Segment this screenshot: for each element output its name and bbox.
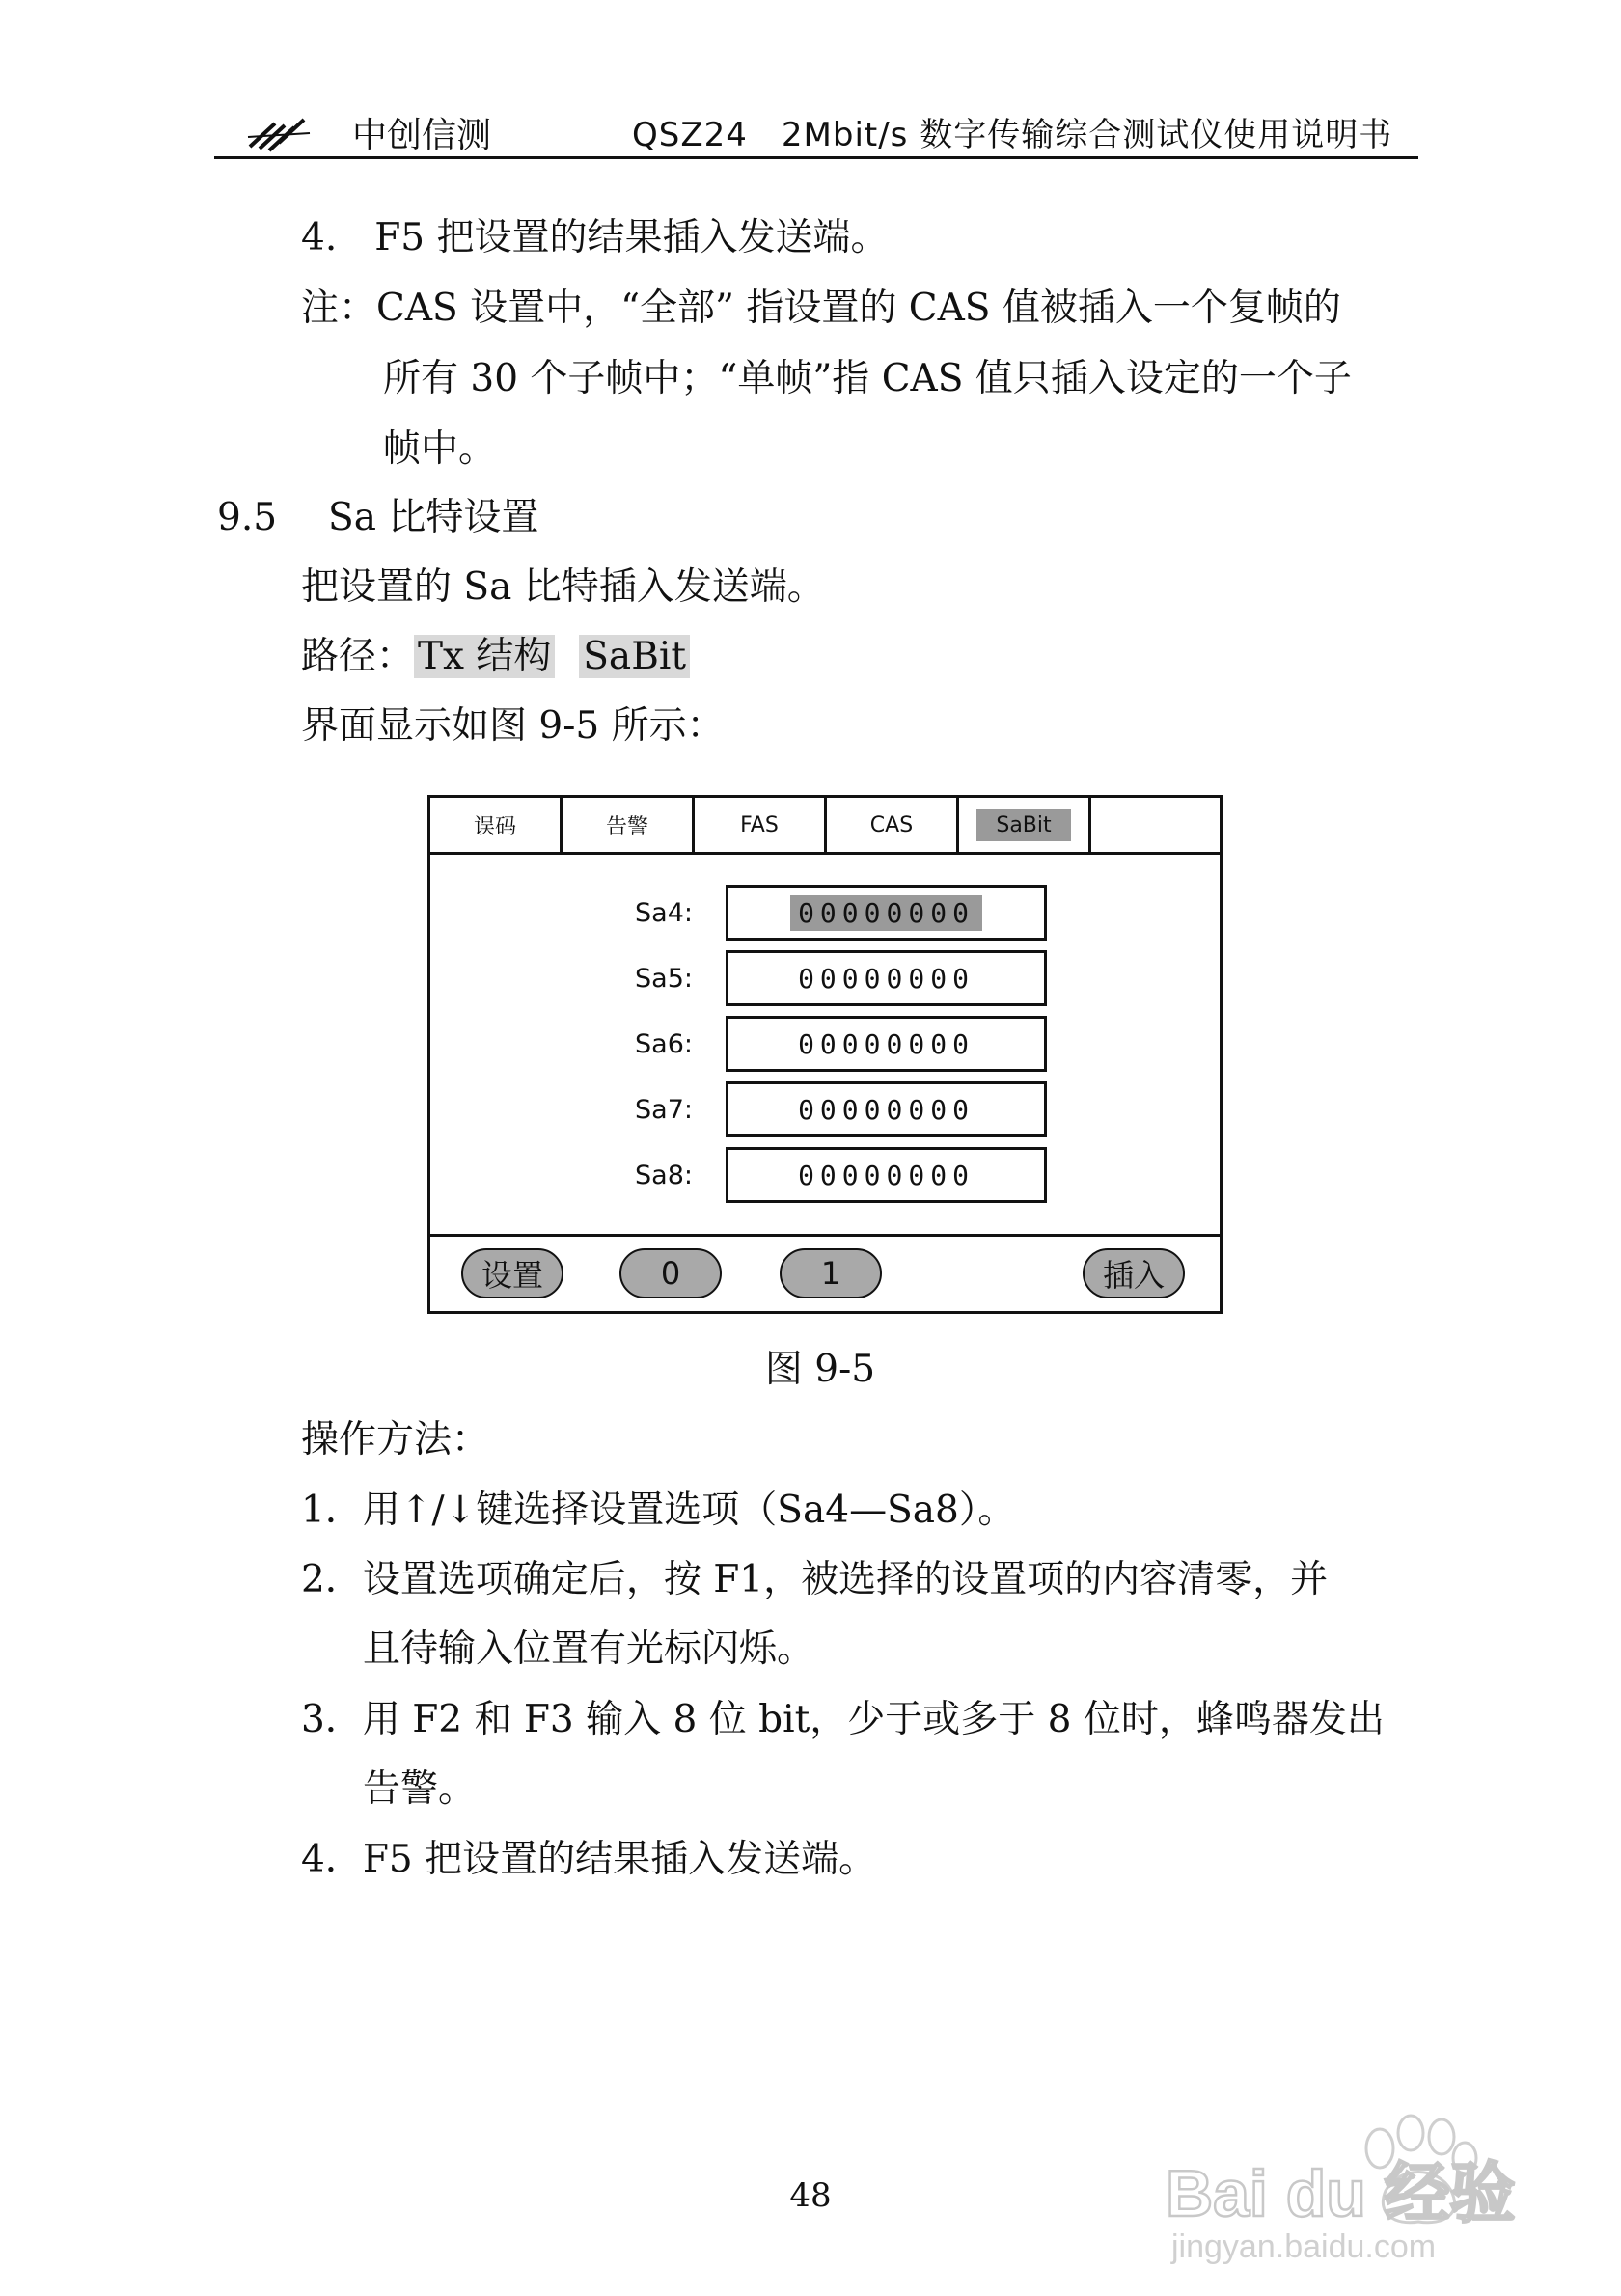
sa6-row	[430, 1016, 1220, 1074]
note-line-3: 帧中。	[383, 427, 497, 471]
sa4-label: Sa4:	[635, 898, 693, 928]
tab-bit-error[interactable]: 误码	[430, 798, 563, 852]
sa6-value: 00000000	[798, 1027, 975, 1060]
section-desc: 把设置的 Sa 比特插入发送端。	[301, 565, 825, 609]
note-line-2: 所有 30 个子帧中；“单帧”指 CAS 值只插入设定的一个子	[383, 357, 1352, 400]
sa7-value: 00000000	[798, 1093, 975, 1126]
op-step-2-line-1: 2．设置选项确定后，按 F1，被选择的设置项的内容清零，并	[301, 1558, 1329, 1601]
operation-heading: 操作方法：	[301, 1418, 490, 1462]
tab-empty	[1091, 798, 1220, 852]
sa8-value: 00000000	[798, 1159, 975, 1191]
header-rule	[214, 156, 1418, 159]
path-sabit: SaBit	[579, 635, 690, 678]
tab-bar	[430, 798, 1220, 855]
tab-fas[interactable]: FAS	[695, 798, 827, 852]
sa6-field[interactable]	[726, 1016, 1047, 1072]
header-title: QSZ24 2Mbit/s 数字传输综合测试仪使用说明书	[632, 116, 1393, 154]
insert-button[interactable]: 插入	[1083, 1248, 1185, 1298]
sa8-row	[430, 1147, 1220, 1205]
sa4-value: 00000000	[790, 895, 982, 931]
watermark-url: jingyan.baidu.com	[1171, 2228, 1437, 2265]
tab-sabit-label: SaBit	[976, 809, 1070, 841]
figure-caption: 图 9-5	[764, 1348, 876, 1391]
sa4-field[interactable]	[726, 885, 1047, 941]
section-title: Sa 比特设置	[328, 496, 539, 539]
tab-alarm[interactable]: 告警	[563, 798, 695, 852]
path-label: 路径：	[301, 635, 415, 678]
sa6-label: Sa6:	[635, 1029, 693, 1059]
watermark-brand: Bai du 经验	[1166, 2157, 1516, 2230]
tab-sabit[interactable]	[959, 798, 1091, 852]
sa5-label: Sa5:	[635, 964, 693, 994]
sa5-field[interactable]	[726, 950, 1047, 1006]
sa8-field[interactable]	[726, 1147, 1047, 1203]
page-number: 48	[789, 2176, 832, 2215]
op-step-3-line-1: 3．用 F2 和 F3 输入 8 位 bit，少于或多于 8 位时，蜂鸣器发出	[301, 1698, 1385, 1741]
sa7-label: Sa7:	[635, 1095, 693, 1125]
sa5-row	[430, 950, 1220, 1008]
baidu-watermark-icon	[1158, 2098, 1544, 2267]
zero-button[interactable]: 0	[619, 1248, 722, 1298]
sa8-label: Sa8:	[635, 1161, 693, 1190]
one-button[interactable]: 1	[780, 1248, 882, 1298]
path-tx-structure: Tx 结构	[414, 635, 555, 678]
note-line-1: 注：CAS 设置中，“全部” 指设置的 CAS 值被插入一个复帧的	[301, 287, 1341, 330]
op-step-3-line-2: 告警。	[363, 1767, 477, 1811]
sa7-row	[430, 1081, 1220, 1139]
sa5-value: 00000000	[798, 962, 975, 995]
tab-cas[interactable]: CAS	[827, 798, 959, 852]
op-step-2-line-2: 且待输入位置有光标闪烁。	[363, 1627, 815, 1671]
section-number: 9.5	[217, 496, 278, 539]
intro-step4: 4. F5 把设置的结果插入发送端。	[301, 216, 889, 260]
op-step-1: 1．用↑/↓键选择设置选项（Sa4—Sa8）。	[301, 1489, 1016, 1532]
company-logo-icon	[246, 114, 314, 154]
path-line	[301, 634, 690, 680]
op-step-4: 4．F5 把设置的结果插入发送端。	[301, 1838, 877, 1881]
figure-intro: 界面显示如图 9-5 所示：	[301, 704, 725, 748]
header-company: 中创信测	[352, 116, 492, 155]
sabit-screen	[427, 795, 1223, 1314]
sa4-row	[430, 885, 1220, 943]
set-button[interactable]: 设置	[461, 1248, 563, 1298]
sa7-field[interactable]	[726, 1081, 1047, 1137]
softkey-bar	[430, 1234, 1220, 1314]
